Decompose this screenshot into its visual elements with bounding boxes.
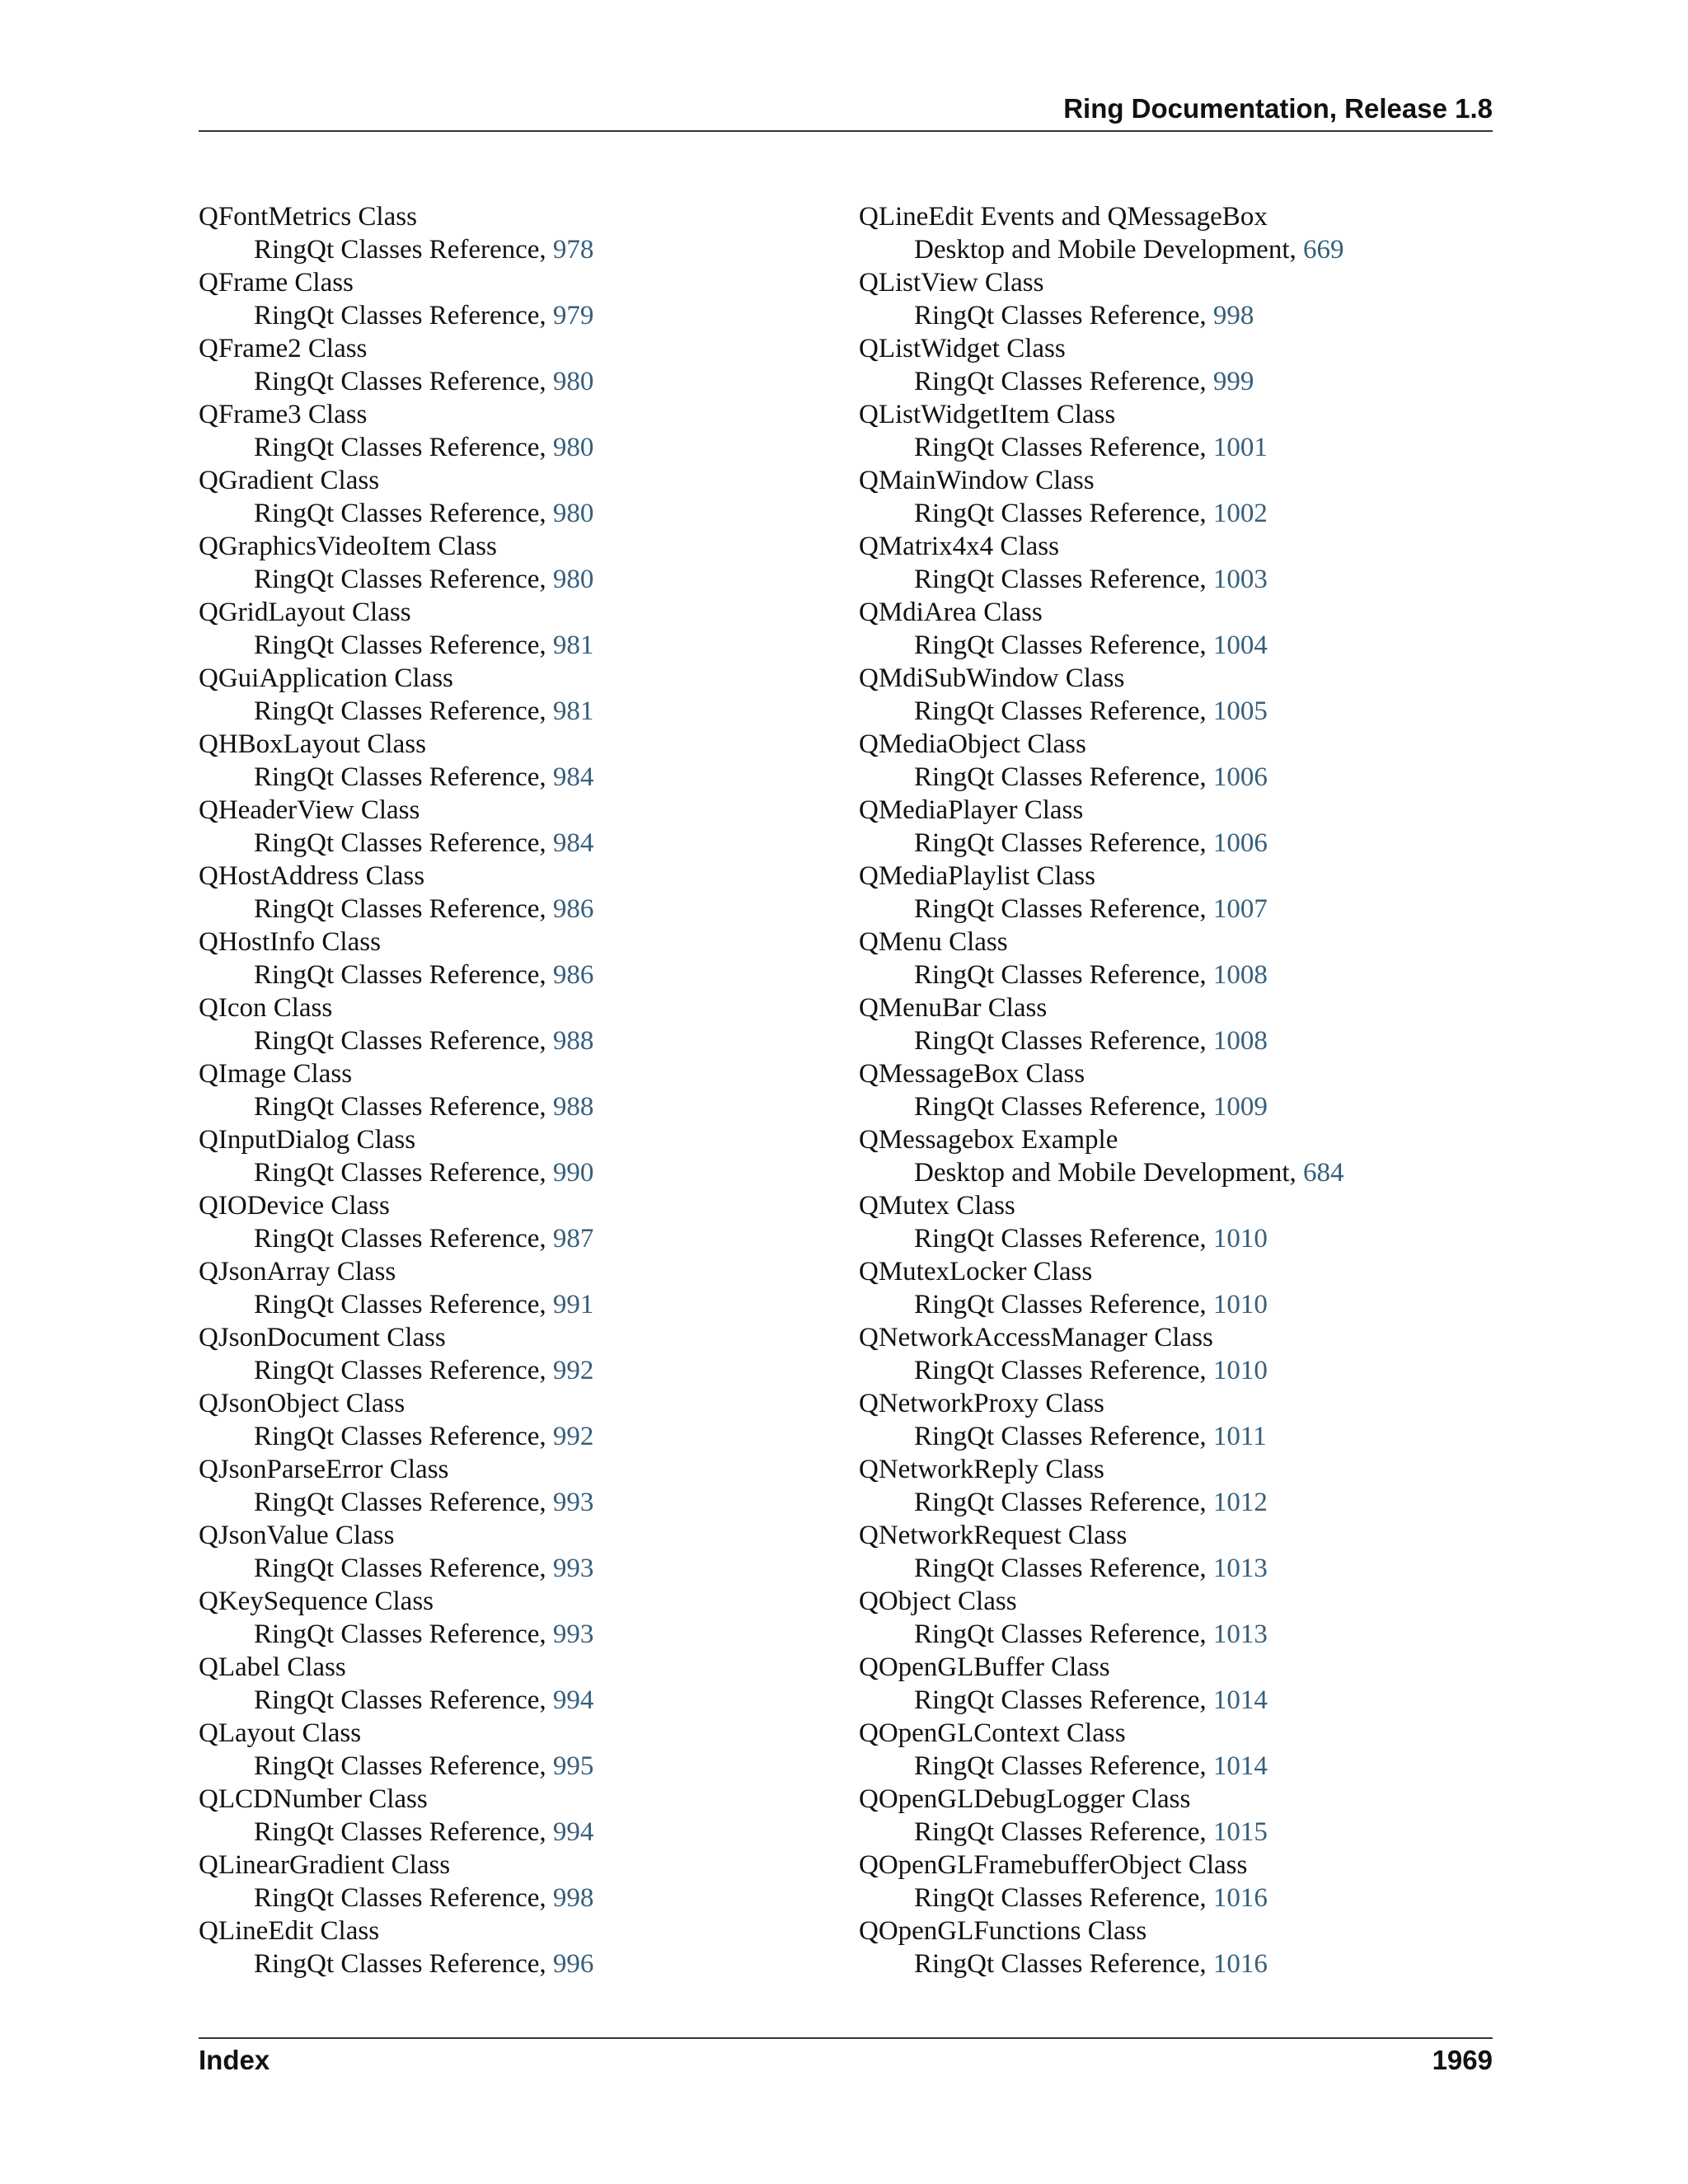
index-term: QNetworkProxy Class <box>859 1389 1104 1418</box>
page-number-link[interactable]: 1012 <box>1212 1488 1268 1517</box>
index-term: QOpenGLContext Class <box>859 1718 1126 1748</box>
index-subentry <box>199 233 593 266</box>
document-header-title: Ring Documentation, Release 1.8 <box>1063 93 1493 124</box>
index-entry <box>199 1189 593 1255</box>
index-subentry <box>859 233 1344 266</box>
index-term: QLinearGradient Class <box>199 1850 451 1880</box>
index-term: QFrame Class <box>199 268 354 298</box>
index-subentry <box>199 1024 593 1057</box>
index-subentry-label: RingQt Classes Reference, <box>914 696 1213 726</box>
page-number-link[interactable]: 1001 <box>1212 433 1268 462</box>
index-subentry-label: RingQt Classes Reference, <box>914 762 1213 792</box>
index-entry <box>859 1057 1344 1123</box>
index-subentry-label: RingQt Classes Reference, <box>254 1026 553 1056</box>
page-number-link[interactable]: 1005 <box>1212 696 1268 726</box>
index-term: QMediaPlayer Class <box>859 795 1084 825</box>
index-subentry-label: RingQt Classes Reference, <box>914 1949 1213 1979</box>
page-number-link[interactable]: 1008 <box>1212 1026 1268 1056</box>
index-entry <box>859 1387 1344 1453</box>
index-subentry-label: RingQt Classes Reference, <box>254 1685 553 1715</box>
index-term: QMessagebox Example <box>859 1125 1118 1155</box>
index-subentry <box>859 1552 1344 1585</box>
page-number-link[interactable]: 992 <box>552 1356 594 1385</box>
index-term: QNetworkRequest Class <box>859 1521 1128 1550</box>
index-entry <box>859 332 1344 398</box>
footer-rule <box>199 2037 1493 2039</box>
index-term: QJsonValue Class <box>199 1521 395 1550</box>
page-number-link[interactable]: 1010 <box>1212 1224 1268 1254</box>
index-subentry-label: RingQt Classes Reference, <box>254 762 553 792</box>
index-subentry <box>859 1618 1344 1651</box>
page-number-link[interactable]: 994 <box>552 1685 594 1715</box>
index-entry <box>859 662 1344 728</box>
index-subentry <box>199 1684 593 1717</box>
index-term: QOpenGLDebugLogger Class <box>859 1784 1191 1814</box>
index-term: QListWidget Class <box>859 334 1066 363</box>
page-number-link[interactable]: 980 <box>552 433 594 462</box>
page-number-link[interactable]: 990 <box>552 1158 594 1188</box>
index-term: QIcon Class <box>199 993 333 1023</box>
header-rule <box>199 130 1493 132</box>
page-number-link[interactable]: 991 <box>552 1290 594 1319</box>
index-subentry <box>859 1156 1344 1189</box>
index-term: QMessageBox Class <box>859 1059 1085 1089</box>
index-subentry-label: RingQt Classes Reference, <box>254 630 553 660</box>
page-number-link[interactable]: 669 <box>1303 235 1344 265</box>
index-term: QMainWindow Class <box>859 466 1095 495</box>
index-term: QObject Class <box>859 1586 1017 1616</box>
index-subentry-label: RingQt Classes Reference, <box>254 828 553 858</box>
index-term: QMutex Class <box>859 1191 1015 1221</box>
index-subentry <box>859 1947 1344 1980</box>
index-subentry-label: RingQt Classes Reference, <box>914 1224 1213 1254</box>
index-term: QFontMetrics Class <box>199 202 417 232</box>
index-entry <box>859 860 1344 926</box>
index-subentry <box>199 1156 593 1189</box>
index-subentry <box>859 1750 1344 1783</box>
index-entry <box>199 1321 593 1387</box>
page-number-link[interactable]: 1010 <box>1212 1290 1268 1319</box>
index-subentry-label: RingQt Classes Reference, <box>914 1817 1213 1847</box>
page-number-link[interactable]: 1013 <box>1212 1619 1268 1649</box>
index-subentry <box>859 497 1344 530</box>
index-entry <box>199 1453 593 1519</box>
index-term: QMediaObject Class <box>859 729 1086 759</box>
page-number-link[interactable]: 992 <box>552 1422 594 1451</box>
index-entry <box>859 266 1344 332</box>
index-entry <box>199 728 593 794</box>
page-number-link[interactable]: 988 <box>552 1092 594 1122</box>
index-subentry <box>199 695 593 728</box>
index-subentry <box>859 1288 1344 1321</box>
index-entry <box>859 464 1344 530</box>
page-number-link[interactable]: 979 <box>552 301 594 330</box>
index-term: QJsonObject Class <box>199 1389 406 1418</box>
index-subentry <box>199 431 593 464</box>
index-subentry <box>859 629 1344 662</box>
index-entry <box>199 1651 593 1717</box>
index-subentry-label: RingQt Classes Reference, <box>914 1092 1213 1122</box>
index-subentry-label: RingQt Classes Reference, <box>914 1422 1213 1451</box>
index-entry <box>199 662 593 728</box>
index-subentry-label: RingQt Classes Reference, <box>254 1883 553 1913</box>
index-entry <box>199 1783 593 1849</box>
page-number-link[interactable]: 980 <box>552 565 594 594</box>
index-subentry-label: RingQt Classes Reference, <box>914 433 1213 462</box>
index-subentry-label: RingQt Classes Reference, <box>914 1026 1213 1056</box>
index-column-left <box>199 200 593 1980</box>
index-subentry-label: RingQt Classes Reference, <box>914 828 1213 858</box>
index-entry <box>199 266 593 332</box>
index-entry <box>859 794 1344 860</box>
page-number-link[interactable]: 981 <box>552 630 594 660</box>
index-subentry <box>859 365 1344 398</box>
index-entry <box>199 926 593 991</box>
page-number-link[interactable]: 994 <box>552 1817 594 1847</box>
page-number-link[interactable]: 980 <box>552 499 594 528</box>
index-subentry-label: RingQt Classes Reference, <box>914 630 1213 660</box>
index-subentry <box>859 1222 1344 1255</box>
index-entry <box>859 1255 1344 1321</box>
index-subentry <box>199 958 593 991</box>
index-entry <box>859 1849 1344 1915</box>
index-entry <box>199 991 593 1057</box>
page-number-link[interactable]: 684 <box>1303 1158 1344 1188</box>
index-subentry-label: RingQt Classes Reference, <box>254 1290 553 1319</box>
index-subentry-label: RingQt Classes Reference, <box>914 1751 1213 1781</box>
index-subentry <box>859 695 1344 728</box>
index-entry <box>199 1717 593 1783</box>
index-subentry-label: RingQt Classes Reference, <box>254 367 553 396</box>
page-number-link[interactable]: 1011 <box>1212 1422 1267 1451</box>
index-entry <box>199 1057 593 1123</box>
index-subentry <box>859 1486 1344 1519</box>
index-entry <box>199 530 593 596</box>
page-number-link[interactable]: 995 <box>552 1751 594 1781</box>
index-term: QMdiArea Class <box>859 598 1043 627</box>
index-subentry <box>859 958 1344 991</box>
index-subentry <box>859 1882 1344 1915</box>
page-number-link[interactable]: 1007 <box>1212 894 1268 924</box>
page-number-link[interactable]: 1010 <box>1212 1356 1268 1385</box>
page-number-link[interactable]: 1014 <box>1212 1685 1268 1715</box>
index-subentry <box>199 1420 593 1453</box>
index-subentry <box>199 1816 593 1849</box>
index-term: QMediaPlaylist Class <box>859 861 1095 891</box>
index-entry <box>199 1519 593 1585</box>
index-subentry-label: RingQt Classes Reference, <box>254 235 553 265</box>
index-term: QFrame3 Class <box>199 400 368 429</box>
index-subentry <box>199 1486 593 1519</box>
page-number-link[interactable]: 980 <box>552 367 594 396</box>
page-number-link[interactable]: 978 <box>552 235 594 265</box>
page-number-link[interactable]: 1008 <box>1212 960 1268 990</box>
index-subentry <box>859 893 1344 926</box>
index-subentry-label: RingQt Classes Reference, <box>914 894 1213 924</box>
page-number-link[interactable]: 1016 <box>1212 1949 1268 1979</box>
index-term: QLayout Class <box>199 1718 362 1748</box>
page-number-link[interactable]: 1014 <box>1212 1751 1268 1781</box>
index-subentry-label: RingQt Classes Reference, <box>914 1488 1213 1517</box>
index-term: QNetworkAccessManager Class <box>859 1323 1213 1352</box>
page-number-link[interactable]: 998 <box>552 1883 594 1913</box>
index-subentry-label: RingQt Classes Reference, <box>254 1158 553 1188</box>
index-term: QListWidgetItem Class <box>859 400 1116 429</box>
index-term: QMutexLocker Class <box>859 1257 1093 1286</box>
index-subentry <box>859 827 1344 860</box>
index-entry <box>859 926 1344 991</box>
index-subentry-label: RingQt Classes Reference, <box>254 301 553 330</box>
index-term: QFrame2 Class <box>199 334 368 363</box>
index-subentry <box>199 1947 593 1980</box>
index-subentry <box>859 1354 1344 1387</box>
index-term: QHBoxLayout Class <box>199 729 426 759</box>
index-entry <box>859 1783 1344 1849</box>
index-subentry-label: RingQt Classes Reference, <box>914 367 1213 396</box>
index-subentry <box>199 1222 593 1255</box>
index-subentry <box>199 893 593 926</box>
index-subentry-label: RingQt Classes Reference, <box>254 1554 553 1583</box>
index-subentry <box>199 1882 593 1915</box>
index-subentry-label: Desktop and Mobile Development, <box>914 235 1303 265</box>
index-term: QKeySequence Class <box>199 1586 434 1616</box>
page-number-link[interactable]: 984 <box>552 762 594 792</box>
page-number-link[interactable]: 986 <box>552 960 594 990</box>
index-subentry-label: RingQt Classes Reference, <box>914 1619 1213 1649</box>
index-subentry-label: RingQt Classes Reference, <box>914 499 1213 528</box>
index-term: QOpenGLFramebufferObject Class <box>859 1850 1248 1880</box>
index-subentry <box>199 365 593 398</box>
index-entry <box>199 398 593 464</box>
index-term: QMdiSubWindow Class <box>859 663 1125 693</box>
page-number-link[interactable]: 996 <box>552 1949 594 1979</box>
index-subentry-label: RingQt Classes Reference, <box>254 433 553 462</box>
page-number-link[interactable]: 1009 <box>1212 1092 1268 1122</box>
index-subentry <box>199 1552 593 1585</box>
index-entry <box>199 794 593 860</box>
index-entry <box>859 1453 1344 1519</box>
index-term: QJsonArray Class <box>199 1257 396 1286</box>
index-subentry-label: RingQt Classes Reference, <box>254 1092 553 1122</box>
index-term: QGraphicsVideoItem Class <box>199 532 497 561</box>
index-subentry-label: RingQt Classes Reference, <box>254 1619 553 1649</box>
index-subentry <box>859 299 1344 332</box>
index-subentry-label: RingQt Classes Reference, <box>914 1883 1213 1913</box>
index-subentry-label: RingQt Classes Reference, <box>914 1290 1213 1319</box>
index-entry <box>859 398 1344 464</box>
index-term: QLineEdit Events and QMessageBox <box>859 202 1268 232</box>
index-term: QOpenGLBuffer Class <box>859 1652 1110 1682</box>
index-subentry <box>859 1024 1344 1057</box>
index-entry <box>859 991 1344 1057</box>
index-entry <box>859 1123 1344 1189</box>
index-entry <box>199 464 593 530</box>
index-subentry-label: RingQt Classes Reference, <box>254 1356 553 1385</box>
index-subentry-label: RingQt Classes Reference, <box>914 960 1213 990</box>
index-term: QLCDNumber Class <box>199 1784 428 1814</box>
footer-section-label: Index <box>199 2045 270 2075</box>
index-subentry <box>199 497 593 530</box>
index-term: QJsonParseError Class <box>199 1455 449 1484</box>
index-term: QHeaderView Class <box>199 795 420 825</box>
index-entry <box>859 1189 1344 1255</box>
index-subentry-label: RingQt Classes Reference, <box>914 301 1213 330</box>
index-entry <box>859 1321 1344 1387</box>
index-entry <box>199 200 593 266</box>
index-subentry <box>199 299 593 332</box>
index-entry <box>199 332 593 398</box>
index-subentry <box>199 1354 593 1387</box>
index-entry <box>199 596 593 662</box>
index-subentry-label: RingQt Classes Reference, <box>914 1554 1213 1583</box>
index-subentry <box>199 1288 593 1321</box>
page-number-link[interactable]: 984 <box>552 828 594 858</box>
index-term: QLabel Class <box>199 1652 346 1682</box>
index-subentry <box>199 1750 593 1783</box>
index-subentry <box>199 563 593 596</box>
index-subentry <box>859 431 1344 464</box>
index-subentry <box>859 1090 1344 1123</box>
page-number-link[interactable]: 1006 <box>1212 762 1268 792</box>
index-term: QNetworkReply Class <box>859 1455 1104 1484</box>
index-entry <box>859 1651 1344 1717</box>
footer-page-number: 1969 <box>1432 2045 1493 2075</box>
page-number-link[interactable]: 1002 <box>1212 499 1268 528</box>
index-subentry <box>859 563 1344 596</box>
index-entry <box>199 1387 593 1453</box>
page-number-link[interactable]: 993 <box>552 1488 594 1517</box>
index-entry <box>859 1585 1344 1651</box>
index-entry <box>199 1123 593 1189</box>
index-subentry-label: RingQt Classes Reference, <box>914 1685 1213 1715</box>
index-subentry <box>199 1618 593 1651</box>
index-subentry-label: RingQt Classes Reference, <box>254 1422 553 1451</box>
index-subentry-label: RingQt Classes Reference, <box>914 1356 1213 1385</box>
index-subentry-label: RingQt Classes Reference, <box>254 1751 553 1781</box>
index-subentry-label: RingQt Classes Reference, <box>254 960 553 990</box>
page-number-link[interactable]: 986 <box>552 894 594 924</box>
page-number-link[interactable]: 1016 <box>1212 1883 1268 1913</box>
index-subentry-label: RingQt Classes Reference, <box>254 499 553 528</box>
index-subentry <box>199 761 593 794</box>
index-subentry <box>859 1684 1344 1717</box>
index-entry <box>859 728 1344 794</box>
index-entry <box>859 530 1344 596</box>
index-entry <box>859 200 1344 266</box>
page-number-link[interactable]: 993 <box>552 1619 594 1649</box>
index-term: QImage Class <box>199 1059 353 1089</box>
index-entry <box>859 596 1344 662</box>
index-column-right <box>859 200 1344 1980</box>
index-subentry-label: RingQt Classes Reference, <box>914 565 1213 594</box>
index-entry <box>199 860 593 926</box>
index-subentry <box>859 761 1344 794</box>
index-subentry-label: RingQt Classes Reference, <box>254 1488 553 1517</box>
index-entry <box>199 1255 593 1321</box>
index-term: QLineEdit Class <box>199 1916 380 1946</box>
index-entry <box>859 1519 1344 1585</box>
index-term: QMenu Class <box>859 927 1008 957</box>
page-number-link[interactable]: 987 <box>552 1224 594 1254</box>
index-subentry-label: RingQt Classes Reference, <box>254 1817 553 1847</box>
page-number-link[interactable]: 1003 <box>1212 565 1268 594</box>
index-subentry-label: RingQt Classes Reference, <box>254 894 553 924</box>
index-subentry-label: Desktop and Mobile Development, <box>914 1158 1303 1188</box>
page-number-link[interactable]: 1006 <box>1212 828 1268 858</box>
index-subentry-label: RingQt Classes Reference, <box>254 1224 553 1254</box>
index-subentry <box>199 1090 593 1123</box>
index-term: QJsonDocument Class <box>199 1323 446 1352</box>
index-subentry-label: RingQt Classes Reference, <box>254 565 553 594</box>
index-subentry-label: RingQt Classes Reference, <box>254 1949 553 1979</box>
index-entry <box>199 1915 593 1980</box>
index-entry <box>859 1717 1344 1783</box>
page-number-link[interactable]: 998 <box>1212 301 1254 330</box>
page-number-link[interactable]: 981 <box>552 696 594 726</box>
index-term: QInputDialog Class <box>199 1125 416 1155</box>
index-entry <box>199 1585 593 1651</box>
page-number-link[interactable]: 1004 <box>1212 630 1268 660</box>
index-term: QGridLayout Class <box>199 598 411 627</box>
index-term: QIODevice Class <box>199 1191 390 1221</box>
index-subentry <box>199 629 593 662</box>
index-entry <box>199 1849 593 1915</box>
index-term: QHostAddress Class <box>199 861 425 891</box>
page-number-link[interactable]: 1013 <box>1212 1554 1268 1583</box>
index-term: QMatrix4x4 Class <box>859 532 1059 561</box>
index-term: QGuiApplication Class <box>199 663 453 693</box>
index-subentry <box>859 1816 1344 1849</box>
index-term: QHostInfo Class <box>199 927 381 957</box>
index-term: QOpenGLFunctions Class <box>859 1916 1147 1946</box>
page-number-link[interactable]: 1015 <box>1212 1817 1268 1847</box>
index-subentry <box>859 1420 1344 1453</box>
index-term: QListView Class <box>859 268 1044 298</box>
index-term: QGradient Class <box>199 466 380 495</box>
index-term: QMenuBar Class <box>859 993 1048 1023</box>
page-number-link[interactable]: 993 <box>552 1554 594 1583</box>
index-entry <box>859 1915 1344 1980</box>
page-number-link[interactable]: 988 <box>552 1026 594 1056</box>
index-subentry <box>199 827 593 860</box>
page-number-link[interactable]: 999 <box>1212 367 1254 396</box>
index-subentry-label: RingQt Classes Reference, <box>254 696 553 726</box>
